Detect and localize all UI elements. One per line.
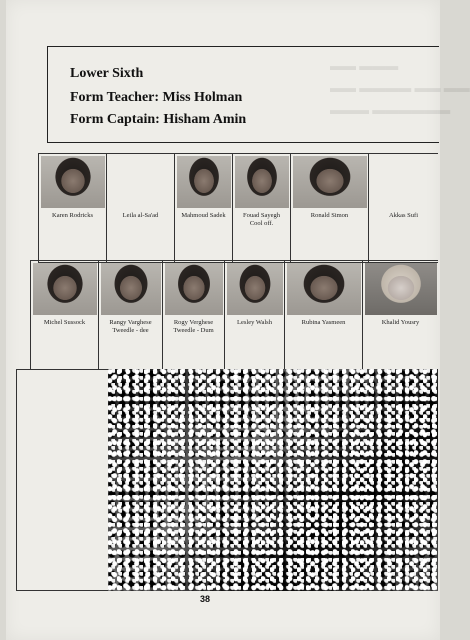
show-through-text: ▬▬ ▬▬▬ ▬▬ ▬▬▬▬ ▬▬ ▬▬ ▬▬▬ ▬▬▬▬▬▬ [330, 58, 470, 117]
student-cell [290, 154, 368, 262]
student-name: Fouad Sayegh Cool off. [242, 212, 280, 227]
student-cell [106, 154, 174, 262]
student-name: Rogy Verghese Tweedle - Dum [173, 319, 214, 334]
student-name: Ronald Simon [310, 212, 349, 219]
student-photo [41, 156, 105, 208]
student-cell [284, 261, 362, 369]
student-photo [165, 263, 223, 315]
student-row-1 [38, 153, 438, 263]
student-cell [362, 261, 438, 369]
form-teacher: Form Teacher: Miss Holman [70, 90, 243, 105]
crowd-photo [108, 369, 438, 591]
student-cell [30, 261, 98, 369]
student-cell [174, 154, 232, 262]
student-photo [287, 263, 361, 315]
student-name: Khalid Yousry [381, 319, 420, 326]
student-row-2 [30, 260, 438, 370]
class-name: Lower Sixth [70, 66, 144, 81]
student-name: Karen Rodricks [52, 212, 93, 219]
form-captain: Form Captain: Hisham Amin [70, 112, 247, 127]
student-name: Lesley Walsh [237, 319, 272, 326]
student-name: Michel Sussock [43, 319, 86, 326]
student-name: Rubina Yasmeen [301, 319, 346, 326]
student-cell [98, 261, 162, 369]
student-name: Akkas Sufi [388, 212, 419, 219]
page-number: 38 [200, 594, 211, 604]
student-cell [368, 154, 438, 262]
student-cell [224, 261, 284, 369]
student-photo [101, 263, 161, 315]
student-photo [33, 263, 97, 315]
student-cell [162, 261, 224, 369]
student-photo [293, 156, 367, 208]
student-cell [232, 154, 290, 262]
student-name: Rangy Varghese Tweedle - dee [109, 319, 152, 334]
student-photo [227, 263, 283, 315]
student-photo [235, 156, 289, 208]
student-photo [177, 156, 231, 208]
student-cell [38, 154, 106, 262]
student-photo [365, 263, 437, 315]
student-name: Mahmoud Sadek [181, 212, 226, 219]
student-name: Leila al-Sa'ad [122, 212, 159, 219]
empty-panel [16, 369, 108, 591]
